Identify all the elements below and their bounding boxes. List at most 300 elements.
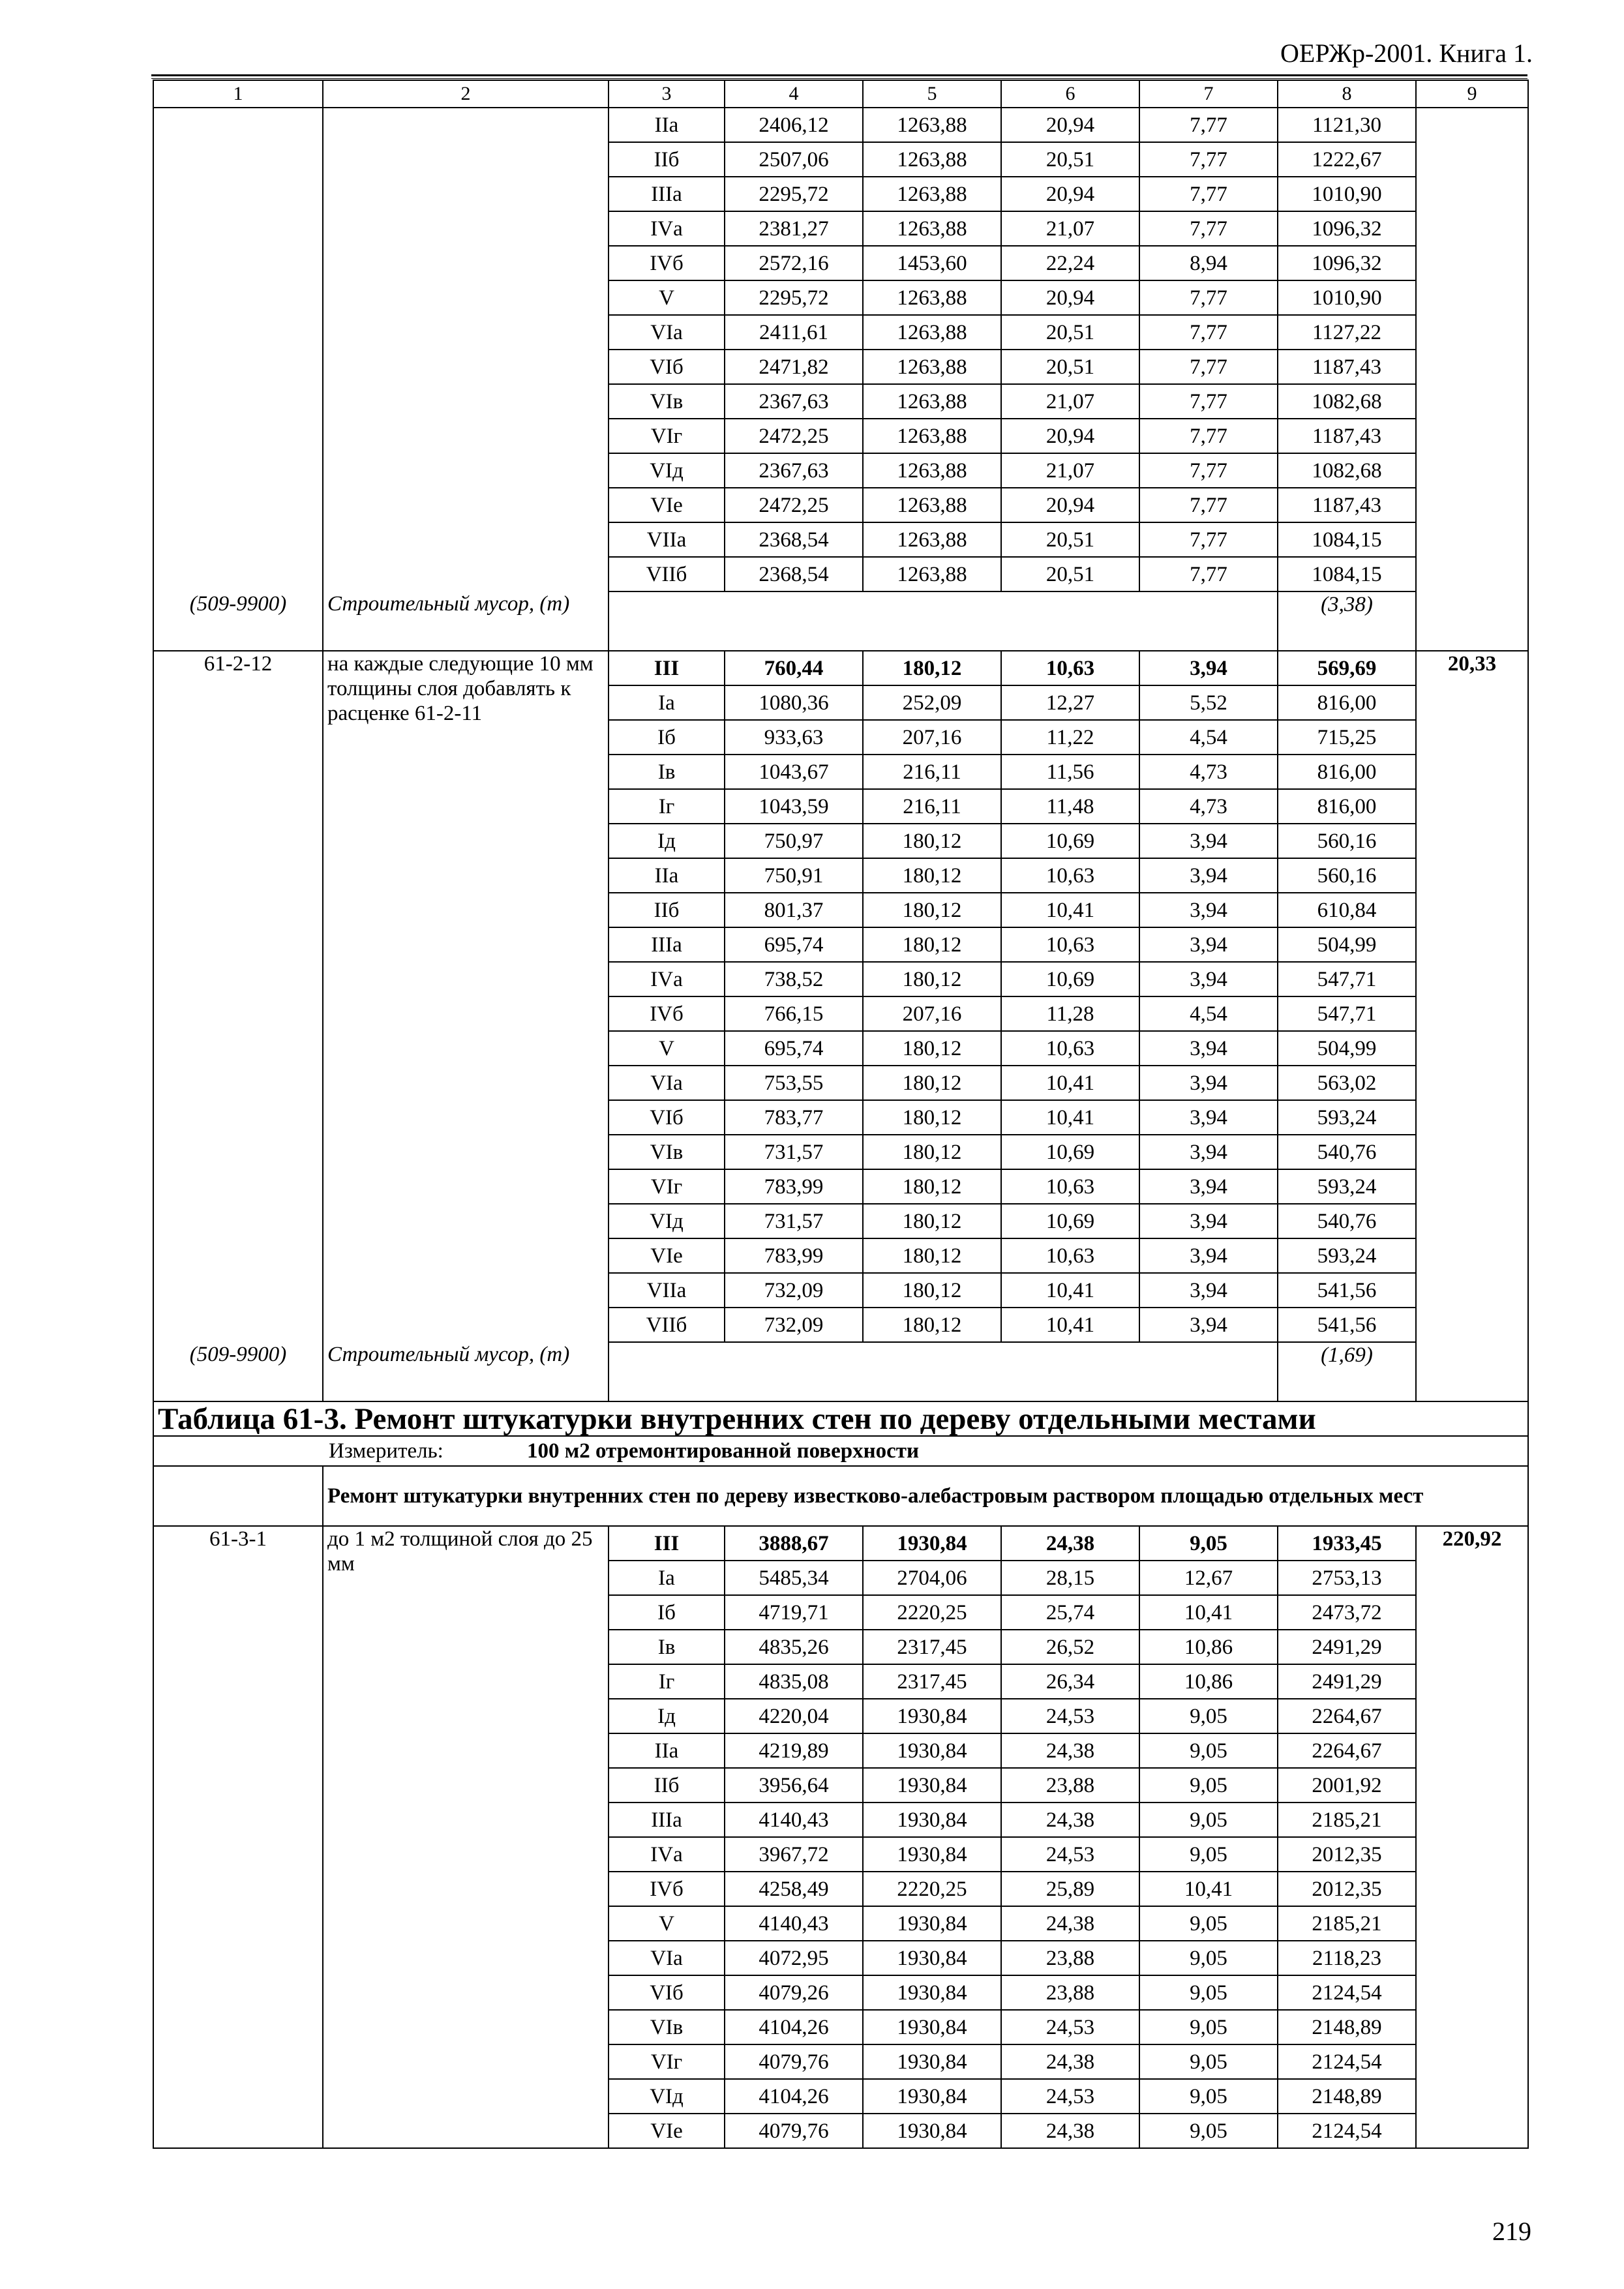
value-cell: 753,55 [725, 1066, 863, 1100]
value-cell: 180,12 [863, 1273, 1001, 1308]
value-cell: 11,48 [1001, 789, 1139, 824]
value-cell: 180,12 [863, 1135, 1001, 1169]
value-cell: 816,00 [1278, 755, 1416, 789]
value-cell: 1930,84 [863, 1699, 1001, 1733]
region-code: Iа [609, 1561, 725, 1595]
value-cell: 10,69 [1001, 1204, 1139, 1238]
value-cell: 7,77 [1139, 419, 1278, 453]
value-cell: 1930,84 [863, 1768, 1001, 1803]
column-number: 8 [1278, 80, 1416, 108]
region-code: VIг [609, 2044, 725, 2079]
value-cell: 731,57 [725, 1135, 863, 1169]
value-cell: 1084,15 [1278, 522, 1416, 557]
value-cell: 3888,67 [725, 1526, 863, 1561]
value-cell: 4079,76 [725, 2114, 863, 2148]
column-number: 7 [1139, 80, 1278, 108]
value-cell: 7,77 [1139, 384, 1278, 419]
value-cell: 1096,32 [1278, 211, 1416, 246]
measure-cell [153, 1436, 1528, 1466]
value-cell: 10,69 [1001, 824, 1139, 858]
value-cell: 2220,25 [863, 1595, 1001, 1630]
value-cell: 3,94 [1139, 1066, 1278, 1100]
value-cell: 4104,26 [725, 2079, 863, 2114]
col9-cell [1416, 591, 1528, 651]
value-cell: 180,12 [863, 962, 1001, 996]
value-cell: 4258,49 [725, 1872, 863, 1906]
region-code: IIа [609, 1733, 725, 1768]
value-cell: 4072,95 [725, 1941, 863, 1975]
value-cell: 9,05 [1139, 1803, 1278, 1837]
value-cell: 12,67 [1139, 1561, 1278, 1595]
value-cell: 1263,88 [863, 177, 1001, 211]
value-cell: 10,41 [1139, 1872, 1278, 1906]
region-code: VIIб [609, 1308, 725, 1342]
subheading: Ремонт штукатурки внутренних стен по дереву известково-алебастровым раствором площадью отдельных мест [323, 1466, 1528, 1526]
value-cell: 1263,88 [863, 142, 1001, 177]
value-cell: 560,16 [1278, 858, 1416, 893]
region-code: VIд [609, 453, 725, 488]
value-cell: 3,94 [1139, 651, 1278, 685]
region-code: VIв [609, 1135, 725, 1169]
value-cell: 9,05 [1139, 1975, 1278, 2010]
value-cell: 24,38 [1001, 1526, 1139, 1561]
region-code: VIб [609, 350, 725, 384]
col9-cell [1416, 108, 1528, 591]
value-cell: 24,38 [1001, 2044, 1139, 2079]
value-cell: 28,15 [1001, 1561, 1139, 1595]
value-cell: 7,77 [1139, 453, 1278, 488]
value-cell: 3,94 [1139, 1273, 1278, 1308]
value-cell: 1187,43 [1278, 488, 1416, 522]
value-cell: 2148,89 [1278, 2079, 1416, 2114]
value-cell: 2367,63 [725, 384, 863, 419]
value-cell: 180,12 [863, 651, 1001, 685]
value-cell: 22,24 [1001, 246, 1139, 280]
value-cell: 1010,90 [1278, 177, 1416, 211]
value-cell: 24,38 [1001, 1803, 1139, 1837]
region-code: Iд [609, 824, 725, 858]
region-code: VIе [609, 488, 725, 522]
value-cell: 21,07 [1001, 453, 1139, 488]
col9-cell: 20,33 [1416, 651, 1528, 1342]
value-cell: 4,54 [1139, 996, 1278, 1031]
value-cell: 3,94 [1139, 1135, 1278, 1169]
value-cell: 1187,43 [1278, 350, 1416, 384]
region-code: IVб [609, 996, 725, 1031]
region-code: VIIа [609, 1273, 725, 1308]
waste-row [153, 591, 1528, 651]
value-cell: 7,77 [1139, 350, 1278, 384]
waste-code: (509-9900) [153, 1342, 323, 1401]
value-cell: 10,86 [1139, 1664, 1278, 1699]
region-code: VIг [609, 419, 725, 453]
value-cell: 3,94 [1139, 893, 1278, 927]
value-cell: 2118,23 [1278, 1941, 1416, 1975]
region-code: VIд [609, 1204, 725, 1238]
value-cell: 9,05 [1139, 1906, 1278, 1941]
value-cell: 593,24 [1278, 1100, 1416, 1135]
region-code: VIIб [609, 557, 725, 591]
value-cell: 1263,88 [863, 488, 1001, 522]
value-cell: 8,94 [1139, 246, 1278, 280]
value-cell: 760,44 [725, 651, 863, 685]
value-cell: 10,63 [1001, 1238, 1139, 1273]
value-cell: 1263,88 [863, 522, 1001, 557]
value-cell: 1930,84 [863, 2044, 1001, 2079]
value-cell: 504,99 [1278, 1031, 1416, 1066]
value-cell: 2001,92 [1278, 1768, 1416, 1803]
region-code: V [609, 1906, 725, 1941]
value-cell: 207,16 [863, 720, 1001, 755]
value-cell: 10,63 [1001, 1031, 1139, 1066]
value-cell: 20,94 [1001, 280, 1139, 315]
value-cell: 783,99 [725, 1238, 863, 1273]
value-cell: 3,94 [1139, 1031, 1278, 1066]
value-cell: 24,38 [1001, 2114, 1139, 2148]
column-number: 6 [1001, 80, 1139, 108]
value-cell: 180,12 [863, 927, 1001, 962]
value-cell: 24,53 [1001, 1837, 1139, 1872]
value-cell: 1263,88 [863, 350, 1001, 384]
region-code: VIв [609, 2010, 725, 2044]
region-code: VIб [609, 1100, 725, 1135]
value-cell: 2381,27 [725, 211, 863, 246]
value-cell: 569,69 [1278, 651, 1416, 685]
value-cell: 2507,06 [725, 142, 863, 177]
value-cell: 3,94 [1139, 927, 1278, 962]
column-number: 3 [609, 80, 725, 108]
value-cell: 20,94 [1001, 488, 1139, 522]
value-cell: 24,53 [1001, 2079, 1139, 2114]
region-code: IIб [609, 1768, 725, 1803]
value-cell: 540,76 [1278, 1135, 1416, 1169]
value-cell: 25,89 [1001, 1872, 1139, 1906]
value-cell: 4079,76 [725, 2044, 863, 2079]
value-cell: 180,12 [863, 1169, 1001, 1204]
value-cell: 1453,60 [863, 246, 1001, 280]
value-cell: 10,41 [1001, 1100, 1139, 1135]
region-code: VIе [609, 2114, 725, 2148]
empty-cell [153, 1466, 323, 1526]
value-cell: 783,99 [725, 1169, 863, 1204]
value-cell: 7,77 [1139, 280, 1278, 315]
region-code: Iв [609, 1630, 725, 1664]
value-cell: 4719,71 [725, 1595, 863, 1630]
column-number: 5 [863, 80, 1001, 108]
region-code: VIв [609, 384, 725, 419]
value-cell: 547,71 [1278, 996, 1416, 1031]
region-code: IVб [609, 246, 725, 280]
value-cell: 2572,16 [725, 246, 863, 280]
value-cell: 10,63 [1001, 651, 1139, 685]
measure-row [153, 1436, 1528, 1466]
table-title-row [153, 1401, 1528, 1436]
value-cell: 731,57 [725, 1204, 863, 1238]
region-code: V [609, 280, 725, 315]
region-code: IIб [609, 142, 725, 177]
value-cell: 9,05 [1139, 2114, 1278, 2148]
table-row [153, 108, 1528, 142]
value-cell: 540,76 [1278, 1204, 1416, 1238]
value-cell: 11,22 [1001, 720, 1139, 755]
waste-code: (509-9900) [153, 591, 323, 651]
value-cell: 4140,43 [725, 1906, 863, 1941]
value-cell: 2220,25 [863, 1872, 1001, 1906]
value-cell: 20,94 [1001, 108, 1139, 142]
value-cell: 9,05 [1139, 1768, 1278, 1803]
value-cell: 1930,84 [863, 1941, 1001, 1975]
value-cell: 9,05 [1139, 1733, 1278, 1768]
region-code: Iа [609, 685, 725, 720]
value-cell: 766,15 [725, 996, 863, 1031]
value-cell: 23,88 [1001, 1941, 1139, 1975]
value-cell: 3,94 [1139, 858, 1278, 893]
value-cell: 732,09 [725, 1273, 863, 1308]
value-cell: 2124,54 [1278, 2114, 1416, 2148]
value-cell: 2295,72 [725, 280, 863, 315]
value-cell: 2406,12 [725, 108, 863, 142]
value-cell: 180,12 [863, 1308, 1001, 1342]
subheading-row [153, 1466, 1528, 1526]
value-cell: 20,51 [1001, 557, 1139, 591]
value-cell: 20,51 [1001, 350, 1139, 384]
col9-cell [1416, 1342, 1528, 1401]
value-cell: 9,05 [1139, 2044, 1278, 2079]
value-cell: 1930,84 [863, 1803, 1001, 1837]
value-cell: 5,52 [1139, 685, 1278, 720]
value-cell: 20,51 [1001, 142, 1139, 177]
value-cell: 504,99 [1278, 927, 1416, 962]
region-code: Iг [609, 789, 725, 824]
value-cell: 2317,45 [863, 1664, 1001, 1699]
region-code: Iв [609, 755, 725, 789]
value-cell: 4220,04 [725, 1699, 863, 1733]
page-number: 219 [1492, 2217, 1531, 2246]
value-cell: 1127,22 [1278, 315, 1416, 350]
value-cell: 2185,21 [1278, 1803, 1416, 1837]
value-cell: 933,63 [725, 720, 863, 755]
region-code: IIа [609, 108, 725, 142]
value-cell: 1930,84 [863, 2079, 1001, 2114]
waste-amount: (3,38) [1278, 591, 1416, 651]
value-cell: 3,94 [1139, 1169, 1278, 1204]
table-title: Таблица 61-3. Ремонт штукатурки внутренних стен по дереву отдельными местами [153, 1401, 1528, 1436]
value-cell: 9,05 [1139, 1699, 1278, 1733]
header-rule-thick [151, 74, 1527, 76]
column-number-row [153, 80, 1528, 108]
value-cell: 750,97 [725, 824, 863, 858]
value-cell: 9,05 [1139, 1837, 1278, 1872]
value-cell: 3956,64 [725, 1768, 863, 1803]
value-cell: 541,56 [1278, 1273, 1416, 1308]
value-cell: 2704,06 [863, 1561, 1001, 1595]
value-cell: 3,94 [1139, 1204, 1278, 1238]
value-cell: 24,38 [1001, 1906, 1139, 1941]
measure-label: Измеритель: [329, 1439, 444, 1463]
table-row-main [153, 1526, 1528, 1561]
value-cell: 180,12 [863, 1204, 1001, 1238]
value-cell: 2472,25 [725, 488, 863, 522]
value-cell: 1084,15 [1278, 557, 1416, 591]
value-cell: 2491,29 [1278, 1630, 1416, 1664]
value-cell: 24,38 [1001, 1733, 1139, 1768]
value-cell: 1263,88 [863, 211, 1001, 246]
empty-cell [609, 1342, 1278, 1401]
value-cell: 1082,68 [1278, 384, 1416, 419]
value-cell: 1263,88 [863, 419, 1001, 453]
description-cell: до 1 м2 толщиной слоя до 25 мм [323, 1526, 609, 2148]
value-cell: 20,51 [1001, 315, 1139, 350]
value-cell: 2185,21 [1278, 1906, 1416, 1941]
column-number: 1 [153, 80, 323, 108]
value-cell: 7,77 [1139, 522, 1278, 557]
value-cell: 610,84 [1278, 893, 1416, 927]
region-code: IIа [609, 858, 725, 893]
value-cell: 1263,88 [863, 315, 1001, 350]
region-code: VIIа [609, 522, 725, 557]
column-number: 2 [323, 80, 609, 108]
value-cell: 1263,88 [863, 108, 1001, 142]
value-cell: 2264,67 [1278, 1699, 1416, 1733]
value-cell: 7,77 [1139, 315, 1278, 350]
value-cell: 10,86 [1139, 1630, 1278, 1664]
region-code: Iб [609, 1595, 725, 1630]
value-cell: 1933,45 [1278, 1526, 1416, 1561]
value-cell: 1263,88 [863, 557, 1001, 591]
value-cell: 541,56 [1278, 1308, 1416, 1342]
value-cell: 783,77 [725, 1100, 863, 1135]
value-cell: 24,53 [1001, 1699, 1139, 1733]
code-cell [153, 108, 323, 591]
value-cell: 180,12 [863, 858, 1001, 893]
region-code: Iб [609, 720, 725, 755]
value-cell: 9,05 [1139, 2010, 1278, 2044]
value-cell: 24,53 [1001, 2010, 1139, 2044]
value-cell: 2148,89 [1278, 2010, 1416, 2044]
region-code: IVа [609, 962, 725, 996]
value-cell: 547,71 [1278, 962, 1416, 996]
value-cell: 816,00 [1278, 685, 1416, 720]
waste-name: Строительный мусор, (т) [323, 591, 609, 651]
waste-row [153, 1342, 1528, 1401]
waste-amount: (1,69) [1278, 1342, 1416, 1401]
value-cell: 715,25 [1278, 720, 1416, 755]
value-cell: 11,56 [1001, 755, 1139, 789]
code-cell: 61-2-12 [153, 651, 323, 1342]
value-cell: 4104,26 [725, 2010, 863, 2044]
waste-name: Строительный мусор, (т) [323, 1342, 609, 1401]
value-cell: 1082,68 [1278, 453, 1416, 488]
measure-value: 100 м2 отремонтированной поверхности [527, 1439, 919, 1463]
value-cell: 2368,54 [725, 557, 863, 591]
value-cell: 593,24 [1278, 1169, 1416, 1204]
value-cell: 10,63 [1001, 1169, 1139, 1204]
value-cell: 7,77 [1139, 211, 1278, 246]
value-cell: 695,74 [725, 1031, 863, 1066]
value-cell: 4140,43 [725, 1803, 863, 1837]
running-title: ОЕРЖр-2001. Книга 1. [1280, 38, 1533, 68]
price-table [153, 80, 1529, 2149]
value-cell: 20,94 [1001, 177, 1139, 211]
header-rule-thin [151, 78, 1527, 79]
value-cell: 1930,84 [863, 2010, 1001, 2044]
region-code: Iд [609, 1699, 725, 1733]
value-cell: 21,07 [1001, 211, 1139, 246]
value-cell: 20,51 [1001, 522, 1139, 557]
value-cell: 3,94 [1139, 1238, 1278, 1273]
value-cell: 1930,84 [863, 1975, 1001, 2010]
region-code: VIб [609, 1975, 725, 2010]
value-cell: 180,12 [863, 893, 1001, 927]
region-code: IIIа [609, 177, 725, 211]
value-cell: 1043,67 [725, 755, 863, 789]
region-code: VIе [609, 1238, 725, 1273]
description-cell: на каждые следующие 10 мм толщины слоя добавлять к расценке 61-2-11 [323, 651, 609, 1342]
col9-cell: 220,92 [1416, 1526, 1528, 2148]
value-cell: 12,27 [1001, 685, 1139, 720]
value-cell: 180,12 [863, 824, 1001, 858]
value-cell: 2264,67 [1278, 1733, 1416, 1768]
value-cell: 4,73 [1139, 789, 1278, 824]
value-cell: 695,74 [725, 927, 863, 962]
value-cell: 2471,82 [725, 350, 863, 384]
value-cell: 5485,34 [725, 1561, 863, 1595]
value-cell: 20,94 [1001, 419, 1139, 453]
value-cell: 3,94 [1139, 1308, 1278, 1342]
region-code: III [609, 1526, 725, 1561]
value-cell: 1263,88 [863, 280, 1001, 315]
value-cell: 1263,88 [863, 453, 1001, 488]
value-cell: 2012,35 [1278, 1837, 1416, 1872]
value-cell: 180,12 [863, 1238, 1001, 1273]
value-cell: 10,41 [1001, 893, 1139, 927]
value-cell: 10,41 [1139, 1595, 1278, 1630]
table-row-main [153, 651, 1528, 685]
code-cell: 61-3-1 [153, 1526, 323, 2148]
value-cell: 1930,84 [863, 1837, 1001, 1872]
value-cell: 1930,84 [863, 1526, 1001, 1561]
value-cell: 216,11 [863, 755, 1001, 789]
value-cell: 11,28 [1001, 996, 1139, 1031]
value-cell: 10,63 [1001, 858, 1139, 893]
value-cell: 750,91 [725, 858, 863, 893]
region-code: IVа [609, 211, 725, 246]
value-cell: 1222,67 [1278, 142, 1416, 177]
value-cell: 1080,36 [725, 685, 863, 720]
value-cell: 1096,32 [1278, 246, 1416, 280]
value-cell: 1121,30 [1278, 108, 1416, 142]
value-cell: 9,05 [1139, 1941, 1278, 1975]
value-cell: 2368,54 [725, 522, 863, 557]
value-cell: 4219,89 [725, 1733, 863, 1768]
value-cell: 816,00 [1278, 789, 1416, 824]
column-number: 4 [725, 80, 863, 108]
value-cell: 7,77 [1139, 142, 1278, 177]
value-cell: 1930,84 [863, 1733, 1001, 1768]
value-cell: 180,12 [863, 1066, 1001, 1100]
value-cell: 1263,88 [863, 384, 1001, 419]
value-cell: 26,34 [1001, 1664, 1139, 1699]
value-cell: 252,09 [863, 685, 1001, 720]
value-cell: 207,16 [863, 996, 1001, 1031]
value-cell: 732,09 [725, 1308, 863, 1342]
value-cell: 3,94 [1139, 962, 1278, 996]
region-code: IVб [609, 1872, 725, 1906]
region-code: VIг [609, 1169, 725, 1204]
value-cell: 738,52 [725, 962, 863, 996]
value-cell: 7,77 [1139, 557, 1278, 591]
value-cell: 9,05 [1139, 2079, 1278, 2114]
